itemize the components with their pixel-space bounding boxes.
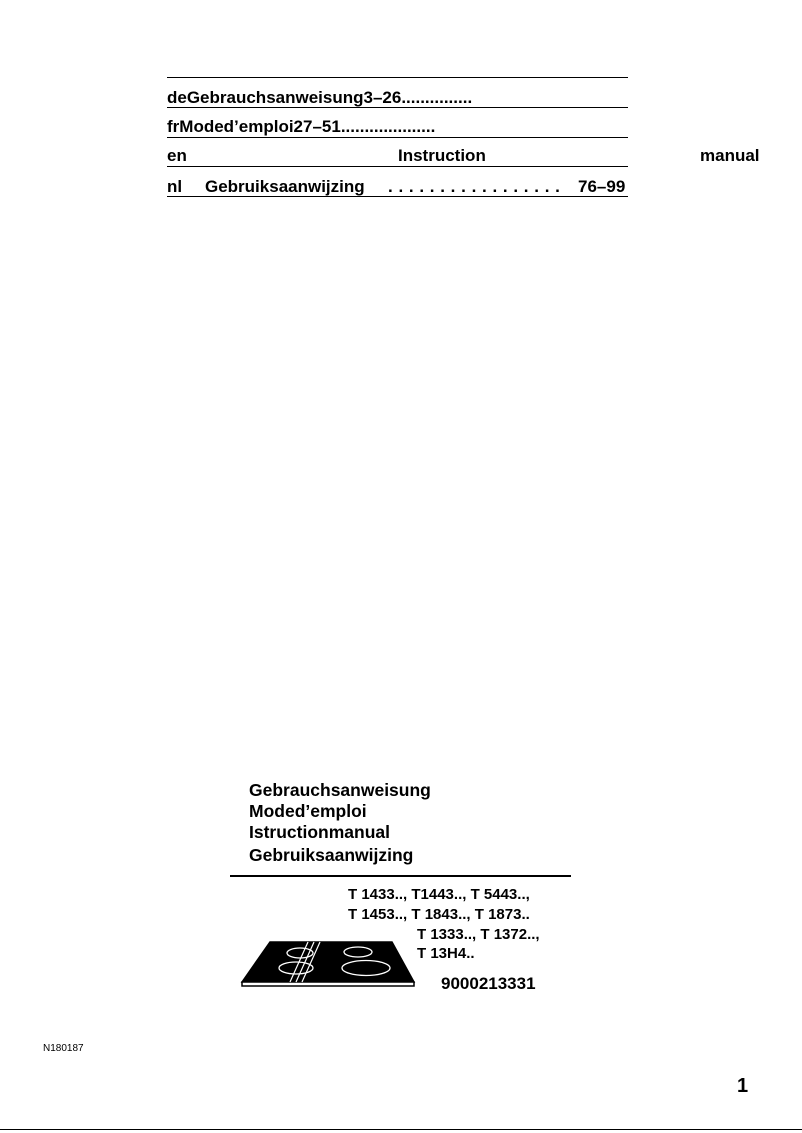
toc-entry-en-code: en xyxy=(167,146,187,165)
cover-title-nl: Gebruiksaanwijzing xyxy=(249,845,414,865)
toc-rule-bottom xyxy=(167,196,628,197)
page-number: 1 xyxy=(737,1075,749,1097)
toc-entry-en-title2: manual xyxy=(700,146,760,165)
toc-entry-en-title: Instruction xyxy=(398,146,486,165)
toc-rule xyxy=(167,166,628,167)
cover-rule xyxy=(230,875,571,877)
cooktop-illustration xyxy=(238,938,418,990)
toc-entry-nl-dots: . . . . . . . . . . . . . . . . . xyxy=(388,177,561,196)
toc-rule xyxy=(167,137,628,138)
document-code: N180187 xyxy=(43,1043,84,1054)
cover-title-fr: Moded’emploi xyxy=(249,801,367,821)
toc-entry-nl-pages: 76–99 xyxy=(578,177,626,196)
model-list-line: T 1433.., T1443.., T 5443.., xyxy=(348,886,530,903)
model-list-line: T 13H4.. xyxy=(417,945,475,962)
toc-rule xyxy=(167,107,628,108)
toc-rule-top xyxy=(167,77,628,78)
model-list-line: T 1453.., T 1843.., T 1873.. xyxy=(348,906,530,923)
part-number: 9000213331 xyxy=(441,974,536,993)
toc-entry-nl-code: nl xyxy=(167,177,183,196)
toc-entry-de: deGebrauchsanweisung3–26............... xyxy=(167,88,473,107)
toc-entry-fr: frModed’emploi27–51.................... xyxy=(167,117,436,136)
model-list-line: T 1333.., T 1372.., xyxy=(417,926,540,943)
bottom-rule xyxy=(0,1129,802,1130)
cover-title-de: Gebrauchsanweisung xyxy=(249,780,431,800)
cover-title-en: Istructionmanual xyxy=(249,822,390,842)
toc-entry-nl-title: Gebruiksaanwijzing xyxy=(205,177,365,196)
